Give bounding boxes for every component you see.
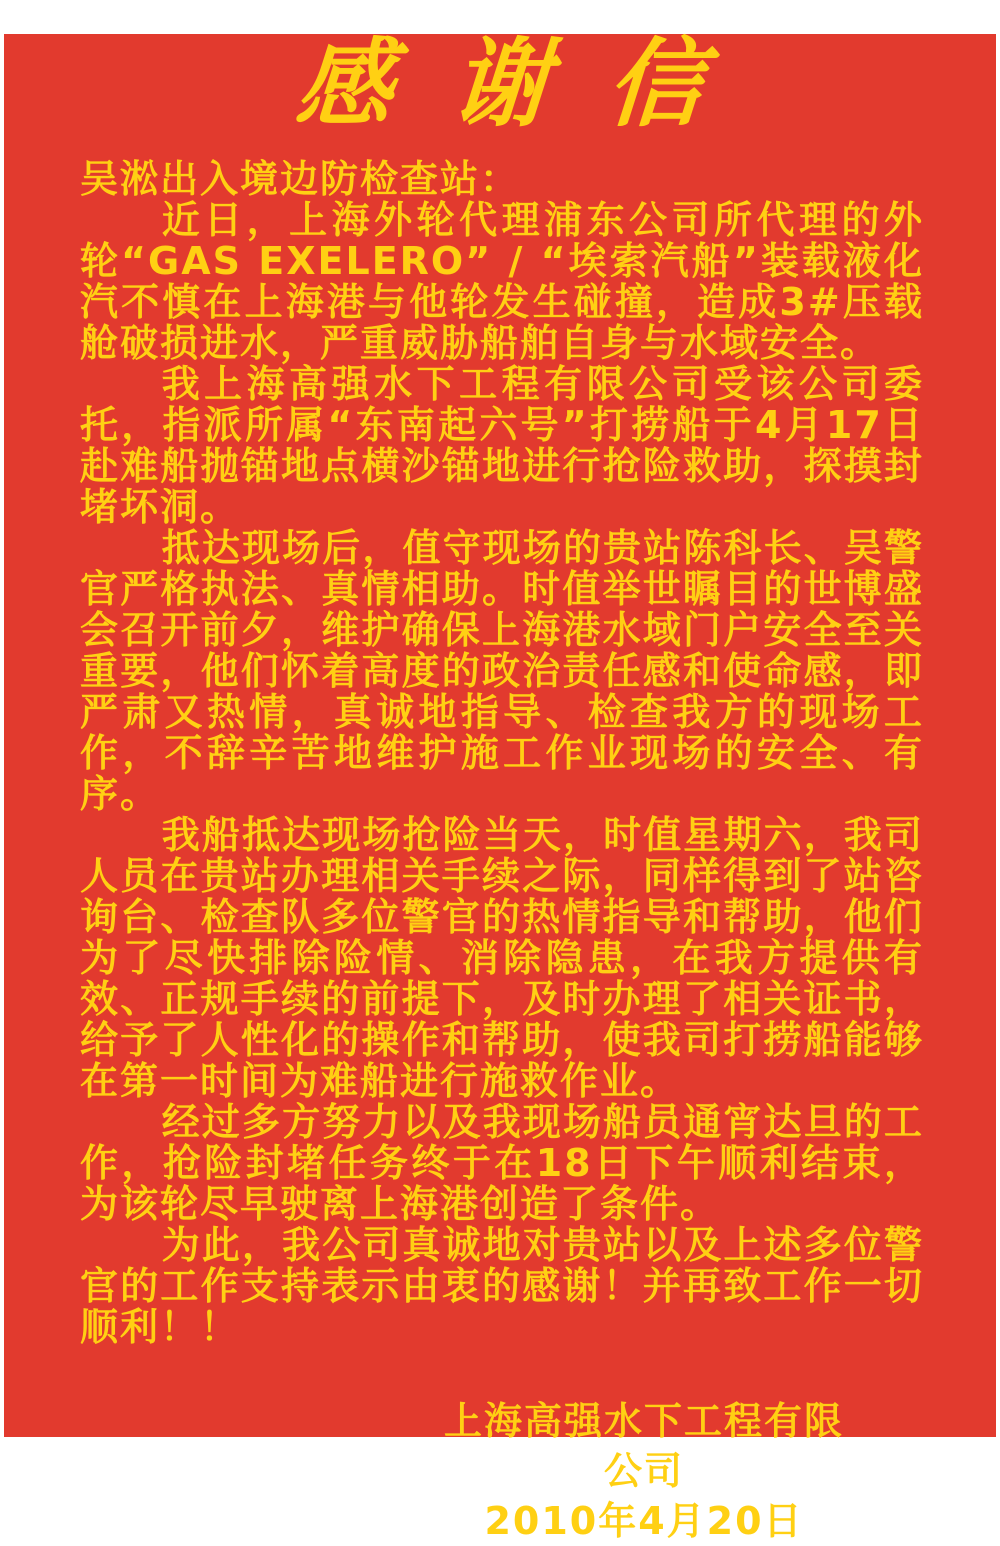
paragraph: 为此，我公司真诚地对贵站以及上述多位警官的工作支持表示由衷的感谢！并再致工作一切顺利！！ xyxy=(80,1222,924,1349)
letter-content xyxy=(80,156,924,1349)
paragraph: 我船抵达现场抢险当天，时值星期六，我司人员在贵站办理相关手续之际，同样得到了站咨询台、检查队多位警官的热情指导和帮助，他们为了尽快排除险情、消除隐患，在我方提供有效、正规手续的前提下，及时办理了相关证书，给予了人性化的操作和帮助，使我司打捞船能够在第一时间为难船进行施救作业。 xyxy=(80,812,924,1103)
signature-company: 上海高强水下工程有限公司 xyxy=(444,1398,845,1493)
letter-sheet xyxy=(4,27,996,1543)
paragraph: 我上海高强水下工程有限公司受该公司委托，指派所属“东南起六号”打捞船于4月17日赴难船抛锚地点横沙锚地进行抢险救助，探摸封堵坏洞。 xyxy=(80,361,924,529)
salutation: 吴淞出入境边防检查站： xyxy=(80,156,521,201)
paragraph: 抵达现场后，值守现场的贵站陈科长、吴警官严格执法、真情相助。时值举世瞩目的世博盛会召开前夕，维护确保上海港水域门户安全至关重要，他们怀着高度的政治责任感和使命感，即严肃又热情，真诚地指导、检查我方的现场工作，不辞辛苦地维护施工作业现场的安全、有序。 xyxy=(80,525,924,816)
signature-block xyxy=(444,1396,844,1546)
paragraph: 经过多方努力以及我现场船员通宵达旦的工作，抢险封堵任务终于在18日下午顺利结束，为该轮尽早驶离上海港创造了条件。 xyxy=(80,1099,924,1226)
letter-body xyxy=(80,197,924,1349)
paragraph: 近日，上海外轮代理浦东公司所代理的外轮“GAS EXELERO” / “埃索汽船”装载液化汽不慎在上海港与他轮发生碰撞，造成3#压载舱破损进水，严重威胁船舶自身与水域安全。 xyxy=(80,197,924,365)
signature-date: 2010年4月20日 xyxy=(484,1498,804,1543)
letter-title: 感谢信 xyxy=(292,27,768,140)
